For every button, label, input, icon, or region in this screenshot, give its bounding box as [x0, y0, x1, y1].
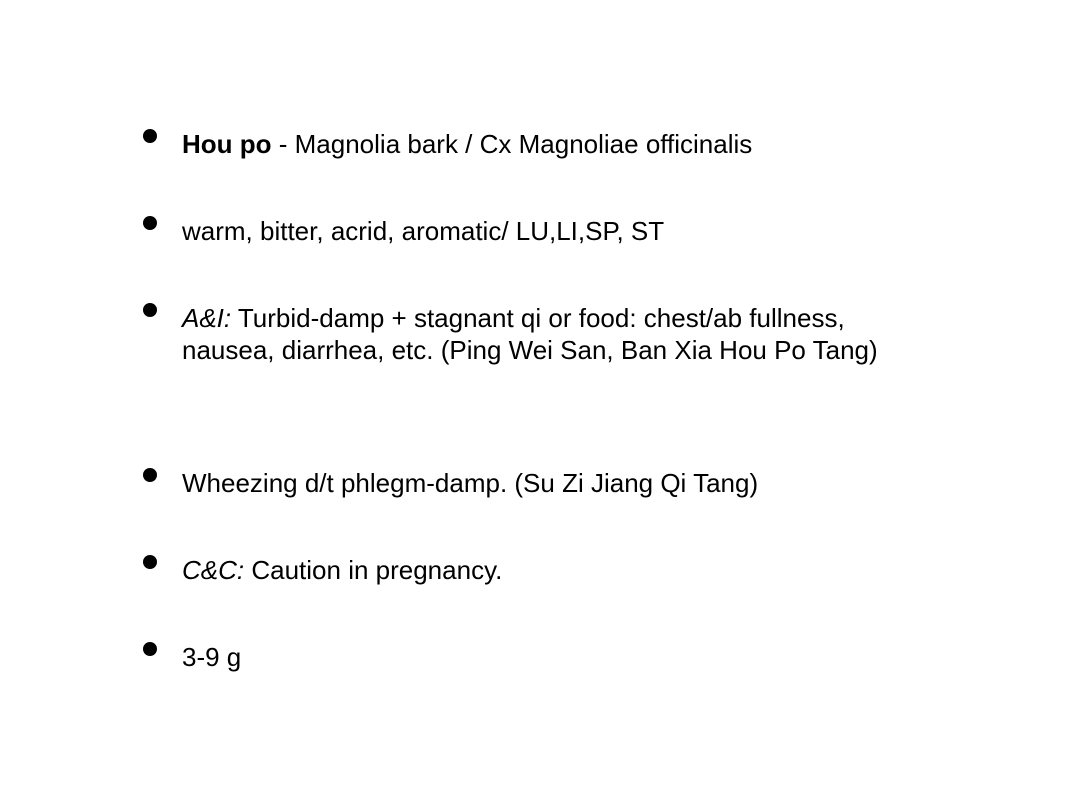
actions-indications-text: Turbid-damp + stagnant qi or food: chest/ab fullness, nausea, diarrhea, etc. (Ping Wei San, Ban Xia Hou Po Tang) — [182, 303, 878, 365]
herb-name-description: - Magnolia bark / Cx Magnoliae officinalis — [271, 129, 753, 159]
cautions-text: Caution in pregnancy. — [244, 555, 503, 585]
bullet-point-icon — [143, 642, 157, 656]
herb-name: Hou po — [182, 129, 272, 159]
bullet-point-icon — [143, 216, 157, 230]
bullet-point-icon — [143, 555, 157, 569]
bullet-point-icon — [143, 468, 157, 482]
cautions-label: C&C: — [182, 555, 245, 585]
wheezing-text: Wheezing d/t phlegm-damp. (Su Zi Jiang Qi Tang) — [182, 468, 759, 498]
bullet-point-icon — [143, 303, 157, 317]
bullet-point-icon — [143, 129, 157, 143]
cautions-line — [182, 554, 942, 586]
properties-text: warm, bitter, acrid, aromatic/ LU,LI,SP, ST — [182, 216, 665, 246]
actions-indications-label: A&I: — [182, 303, 232, 333]
dosage-text: 3-9 g — [182, 642, 242, 672]
actions-indications-line — [182, 302, 942, 366]
herb-name-line — [182, 128, 942, 160]
